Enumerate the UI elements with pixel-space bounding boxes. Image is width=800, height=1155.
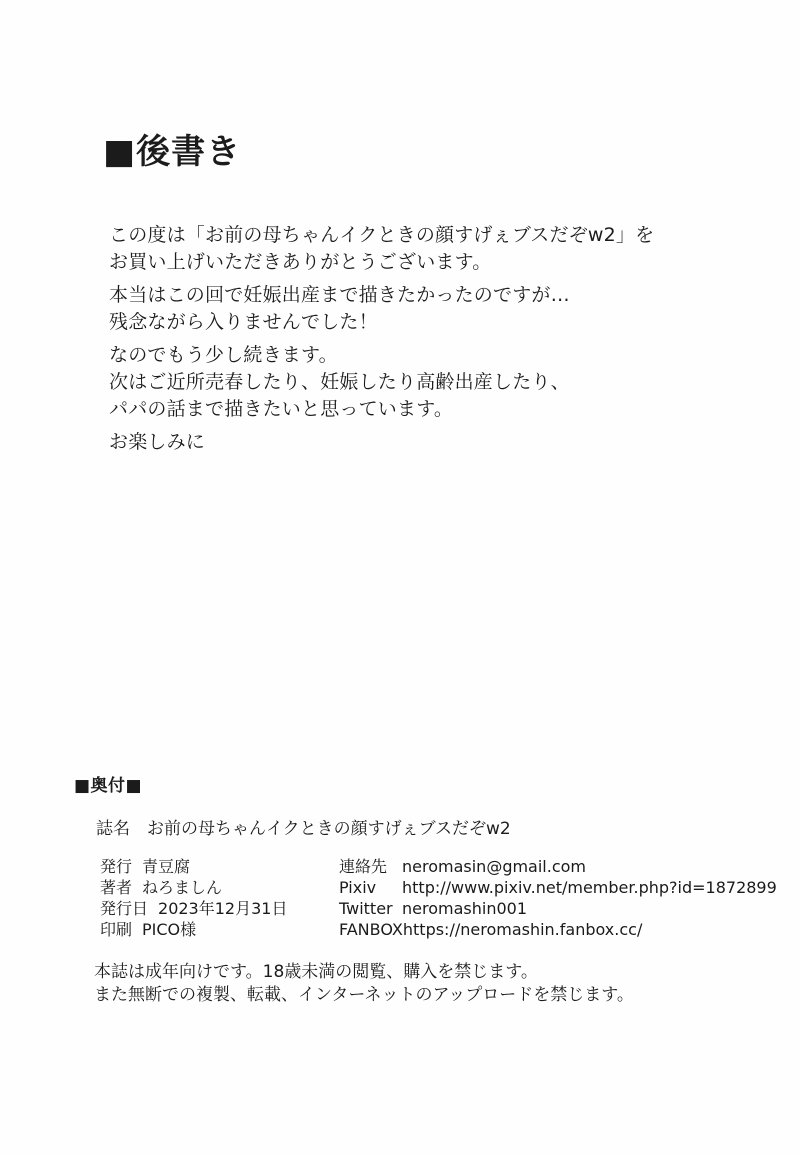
colophon-row xyxy=(339,898,777,919)
afterword-paragraph xyxy=(109,222,654,276)
pixiv-url: http://www.pixiv.net/member.php?id=1872899 xyxy=(402,878,777,897)
colophon-heading: ■奥付■ xyxy=(74,776,143,796)
notice-line: また無断での複製、転載、インターネットのアップロードを禁じます。 xyxy=(94,985,634,1005)
twitter-handle: neromashin001 xyxy=(402,899,527,918)
colophon-label: Twitter xyxy=(339,899,393,918)
afterword-heading: ■後書き xyxy=(103,132,242,172)
colophon-label: 連絡先 xyxy=(339,857,388,876)
afterword-line: なのでもう少し続きます。 xyxy=(109,344,338,366)
colophon-row xyxy=(100,898,287,919)
age-restriction-notice xyxy=(94,961,634,1007)
colophon-row xyxy=(339,877,777,898)
afterword-line: 次はご近所売春したり、妊娠したり高齢出産したり、 xyxy=(109,371,570,393)
afterword-line: パパの話まで描きたいと思っています。 xyxy=(109,398,454,420)
colophon-label: 著者 xyxy=(100,878,133,897)
colophon-label: FANBOX xyxy=(339,920,403,939)
contact-email: neromasin@gmail.com xyxy=(402,857,587,876)
fanbox-url: https://neromashin.fanbox.cc/ xyxy=(402,920,643,939)
colophon-value: 2023年12月31日 xyxy=(158,899,288,918)
colophon-row xyxy=(339,856,777,877)
colophon-value: PICO様 xyxy=(142,920,197,939)
afterword-line: お楽しみに xyxy=(109,431,206,453)
afterword-paragraph xyxy=(109,429,654,456)
colophon-value: ねろましん xyxy=(142,878,223,897)
afterword-line: お買い上げいただきありがとうございます。 xyxy=(109,251,492,273)
colophon-right-column xyxy=(339,856,777,940)
colophon-label: Pixiv xyxy=(339,878,377,897)
colophon-label: 印刷 xyxy=(100,920,133,939)
afterword-line: 残念ながら入りませんでした！ xyxy=(109,311,378,333)
afterword-line: この度は「お前の母ちゃんイクときの顔すげぇブスだぞw2」を xyxy=(109,224,655,246)
colophon-label: 発行 xyxy=(100,857,133,876)
colophon-label: 発行日 xyxy=(100,899,149,918)
afterword-line: 本当はこの回で妊娠出産まで描きたかったのですが… xyxy=(109,284,570,306)
colophon-row xyxy=(100,877,287,898)
colophon-row xyxy=(100,919,287,940)
colophon-title-label: 誌名 xyxy=(96,819,130,839)
afterword-paragraph xyxy=(109,282,654,336)
afterword-body xyxy=(109,222,654,462)
afterword-paragraph xyxy=(109,342,654,423)
colophon-row xyxy=(339,919,777,940)
colophon-title-row xyxy=(96,814,511,839)
colophon-value: 青豆腐 xyxy=(142,857,191,876)
colophon-left-column xyxy=(100,856,287,940)
notice-line: 本誌は成年向けです。18歳未満の閲覧、購入を禁じます。 xyxy=(94,962,538,982)
colophon-title-value: お前の母ちゃんイクときの顔すげぇブスだぞw2 xyxy=(147,819,511,839)
colophon-row xyxy=(100,856,287,877)
